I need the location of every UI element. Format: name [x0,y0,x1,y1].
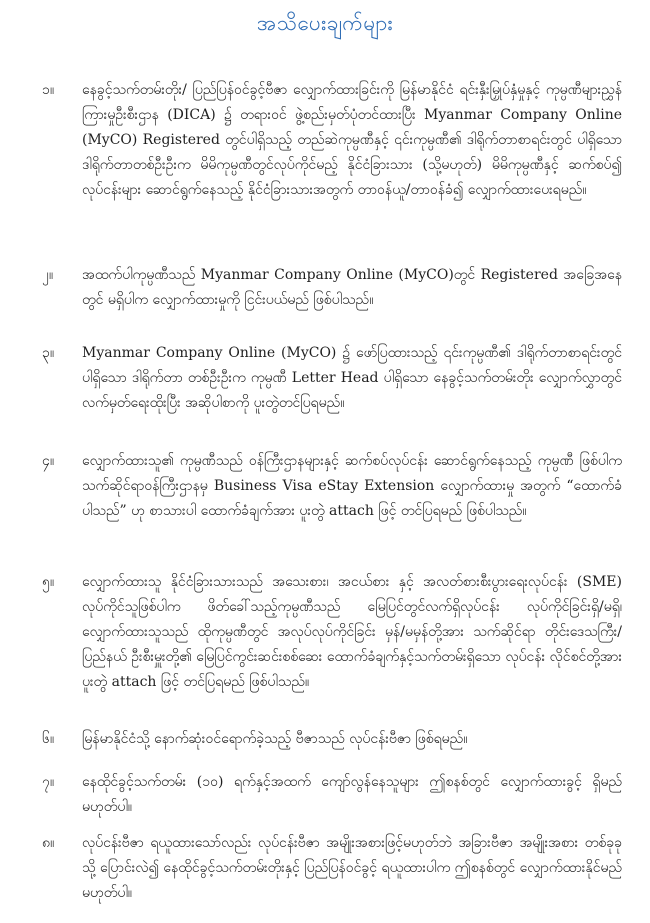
item-number: ၅။ [42,574,55,590]
notice-item-2 [42,263,622,313]
notice-item-6 [42,727,622,752]
item-text: နေထိုင်ခွင့်သက်တမ်း (၁၀) ရက်နှင့်အထက် ကျော်လွန်နေသူများ ဤစနစ်တွင် လျှောက်ထားခွင့် ရှိမည် မဟုတ်ပါ။ [82,774,622,815]
item-text: မြန်မာနိုင်ငံသို့ နောက်ဆုံးဝင်ရောက်ခဲ့သည့် ဗီဇာသည် လုပ်ငန်းဗီဇာ ဖြစ်ရမည်။ [82,731,468,747]
item-text: လျှောက်ထားသူ နိုင်ငံခြားသားသည် အသေးစား၊ အငယ်စား နှင့် အလတ်စားစီးပွားရေးလုပ်ငန်း (SME) လုပ်ကိုင်သူဖြစ်ပါက ဖိတ်ခေါ်သည့်ကုမ္ပဏီသည် မြေပြင်တွင်လက်ရှိလုပ်ငန်း လုပ်ကိုင်ခြင်းရှိ/မရှိ၊ လျှောက်ထားသူသည် ထိုကုမ္ပဏီတွင် အလုပ်လုပ်ကိုင်ခြင်း မှန်/မမှန်တို့အား သက်ဆိုင်ရာ တိုင်းဒေသကြီး/ပြည်နယ် ဦးစီးမှူးတို့၏ မြေပြင်ကွင်းဆင်းစစ်ဆေး ထောက်ခံချက်နှင့်သက်တမ်းရှိသော လုပ်ငန်း လိုင်စင်တို့အား ပူးတွဲ attach ဖြင့် တင်ပြရမည် ဖြစ်ပါသည်။ [82,574,622,690]
item-text: အထက်ပါကုမ္ပဏီသည် Myanmar Company Online (MyCO)တွင် Registered အခြေအနေတွင် မရှိပါက လျှောက်ထားမှုကို ငြင်းပယ်မည် ဖြစ်ပါသည်။ [82,267,622,308]
item-number: ၆။ [42,731,55,747]
item-text: လျှောက်ထားသူ၏ ကုမ္ပဏီသည် ဝန်ကြီးဌာနများနှင့် ဆက်စပ်လုပ်ငန်း ဆောင်ရွက်နေသည့် ကုမ္ပဏီ ဖြစ်ပါက သက်ဆိုင်ရာဝန်ကြီးဌာနမှ Business Visa eStay Extension လျှောက်ထားမှု အတွက် “ထောက်ခံပါသည်” ဟု စာသားပါ ထောက်ခံချက်အား ပူးတွဲ attach ဖြင့် တင်ပြရမည် ဖြစ်ပါသည်။ [82,453,622,519]
item-number: ၄။ [42,453,55,469]
item-number: ၈။ [42,835,55,851]
notice-item-5 [42,570,622,695]
notice-item-4 [42,449,622,524]
item-text: Myanmar Company Online (MyCO) ၌ ဖော်ပြထားသည့် ၎င်းကုမ္ပဏီ၏ ဒါရိုက်တာစာရင်းတွင် ပါရှိသော ဒါရိုက်တာ တစ်ဦးဦးက ကုမ္ပဏီ Letter Head ပါရှိသော နေခွင့်သက်တမ်းတိုး လျှောက်လွှာတွင် လက်မှတ်ရေးထိုးပြီး အဆိုပါစာကို ပူးတွဲတင်ပြရမည်။ [82,345,622,411]
item-number: ၃။ [42,345,55,361]
item-text: နေခွင့်သက်တမ်းတိုး/ ပြည်ပြန်ဝင်ခွင့်ဗီဇာ လျှောက်ထားခြင်းကို မြန်မာနိုင်ငံ ရင်းနှီးမြှုပ်နှံမှုနှင့် ကုမ္ပဏီများညွှန်ကြားမှုဦးစီးဌာန (DICA) ၌ တရားဝင် ဖွဲ့စည်းမှတ်ပုံတင်ထားပြီး Myanmar Company Online (MyCO) Registered တွင်ပါရှိသည့် တည်ဆဲကုမ္ပဏီနှင့် ၎င်းကုမ္ပဏီ၏ ဒါရိုက်တာစာရင်းတွင် ပါရှိသော ဒါရိုက်တာတစ်ဦးဦးက မိမိကုမ္ပဏီတွင်လုပ်ကိုင်မည့် နိုင်ငံခြားသား (သို့မဟုတ်) မိမိကုမ္ပဏီနှင့် ဆက်စပ်၍ လုပ်ငန်းများ ဆောင်ရွက်နေသည့် နိုင်ငံခြားသားအတွက် တာဝန်ယူ/တာဝန်ခံ၍ လျှောက်ထားပေးရမည်။ [82,82,622,198]
item-text: လုပ်ငန်းဗီဇာ ရယူထားသော်လည်း လုပ်ငန်းဗီဇာ အမျိုးအစားဖြင့်မဟုတ်ဘဲ အခြားဗီဇာ အမျိုးအစား တစ်ခုခုသို့ ပြောင်းလဲ၍ နေထိုင်ခွင့်သက်တမ်းတိုးနှင့် ပြည်ပြန်ဝင်ခွင့် ရယူထားပါက ဤစနစ်တွင် လျှောက်ထားနိုင်မည် မဟုတ်ပါ။ [82,835,622,901]
item-number: ၇။ [42,774,55,790]
notice-item-7 [42,770,622,820]
notice-item-1 [42,78,622,203]
notice-item-3 [42,341,622,416]
item-number: ၂။ [42,267,54,283]
page-title: အသိပေးချက်များ [256,11,394,35]
notice-item-8 [42,831,622,906]
item-number: ၁။ [42,82,55,98]
